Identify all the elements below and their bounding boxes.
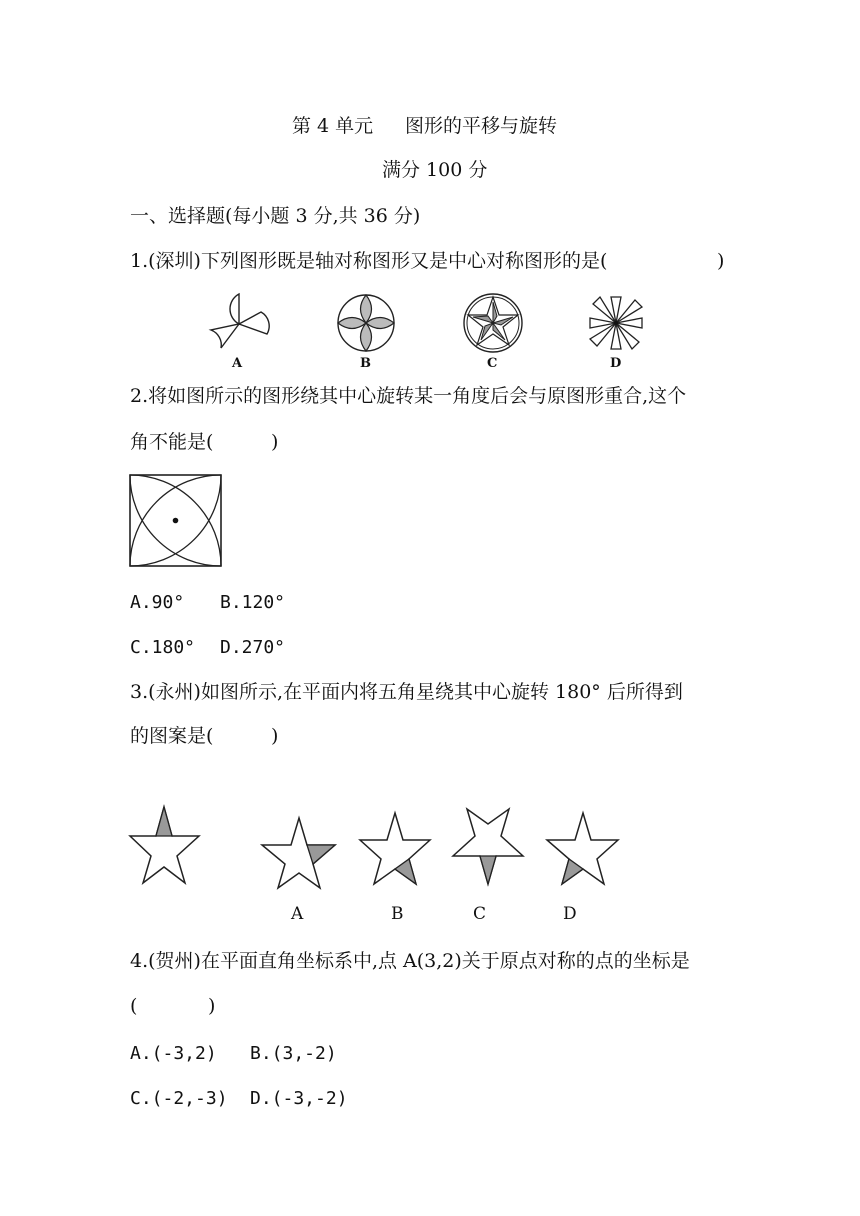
q3-star-b [357, 810, 437, 890]
q3-label-c: C [473, 904, 487, 924]
q4-option-b: B.(3,-2) [250, 1043, 337, 1064]
q2-option-b: B.120° [220, 592, 286, 613]
q2-line1: 2.将如图所示的图形绕其中心旋转某一角度后会与原图形重合,这个 [130, 385, 687, 407]
q1-label-b: B [360, 356, 371, 371]
q2-option-c: C.180° [130, 637, 196, 658]
q1-close-paren: ) [717, 250, 725, 272]
q4-line1: 4.(贺州)在平面直角坐标系中,点 A(3,2)关于原点对称的点的坐标是 [130, 950, 690, 972]
q2-option-d: D.270° [220, 637, 286, 658]
topic-title: 图形的平移与旋转 [405, 115, 558, 137]
q3-star-d [543, 810, 623, 890]
q1-figure-d [583, 290, 653, 360]
q3-star-a [258, 815, 342, 899]
unit-title: 第 4 单元 [292, 115, 374, 137]
section-heading: 一、选择题(每小题 3 分,共 36 分) [130, 205, 421, 227]
q4-option-d: D.(-3,-2) [250, 1088, 348, 1109]
q3-line1: 3.(永州)如图所示,在平面内将五角星绕其中心旋转 180° 后所得到 [130, 681, 683, 703]
q2-line2: 角不能是( [130, 431, 214, 453]
q1-figure-b [333, 290, 403, 360]
q4-close-paren: ) [208, 995, 216, 1017]
q1-figure-c [460, 290, 530, 360]
q3-label-b: B [391, 904, 404, 924]
q2-figure [129, 474, 223, 568]
q3-line2: 的图案是( [130, 725, 214, 747]
q1-text: 1.(深圳)下列图形既是轴对称图形又是中心对称图形的是( [130, 250, 608, 272]
q1-label-a: A [232, 356, 243, 371]
score-line: 满分 100 分 [382, 159, 488, 181]
q3-label-d: D [563, 904, 577, 924]
q1-figure-a [203, 290, 283, 370]
q3-star-c [452, 804, 532, 888]
q2-close-paren: ) [271, 431, 279, 453]
q3-close-paren: ) [271, 725, 279, 747]
q2-option-a: A.90° [130, 592, 185, 613]
q1-label-d: D [610, 356, 622, 371]
q4-line2: ( [130, 995, 138, 1017]
q3-original-star [128, 805, 208, 885]
q4-option-c: C.(-2,-3) [130, 1088, 228, 1109]
q3-label-a: A [291, 904, 304, 924]
q1-label-c: C [487, 356, 498, 371]
q4-option-a: A.(-3,2) [130, 1043, 217, 1064]
